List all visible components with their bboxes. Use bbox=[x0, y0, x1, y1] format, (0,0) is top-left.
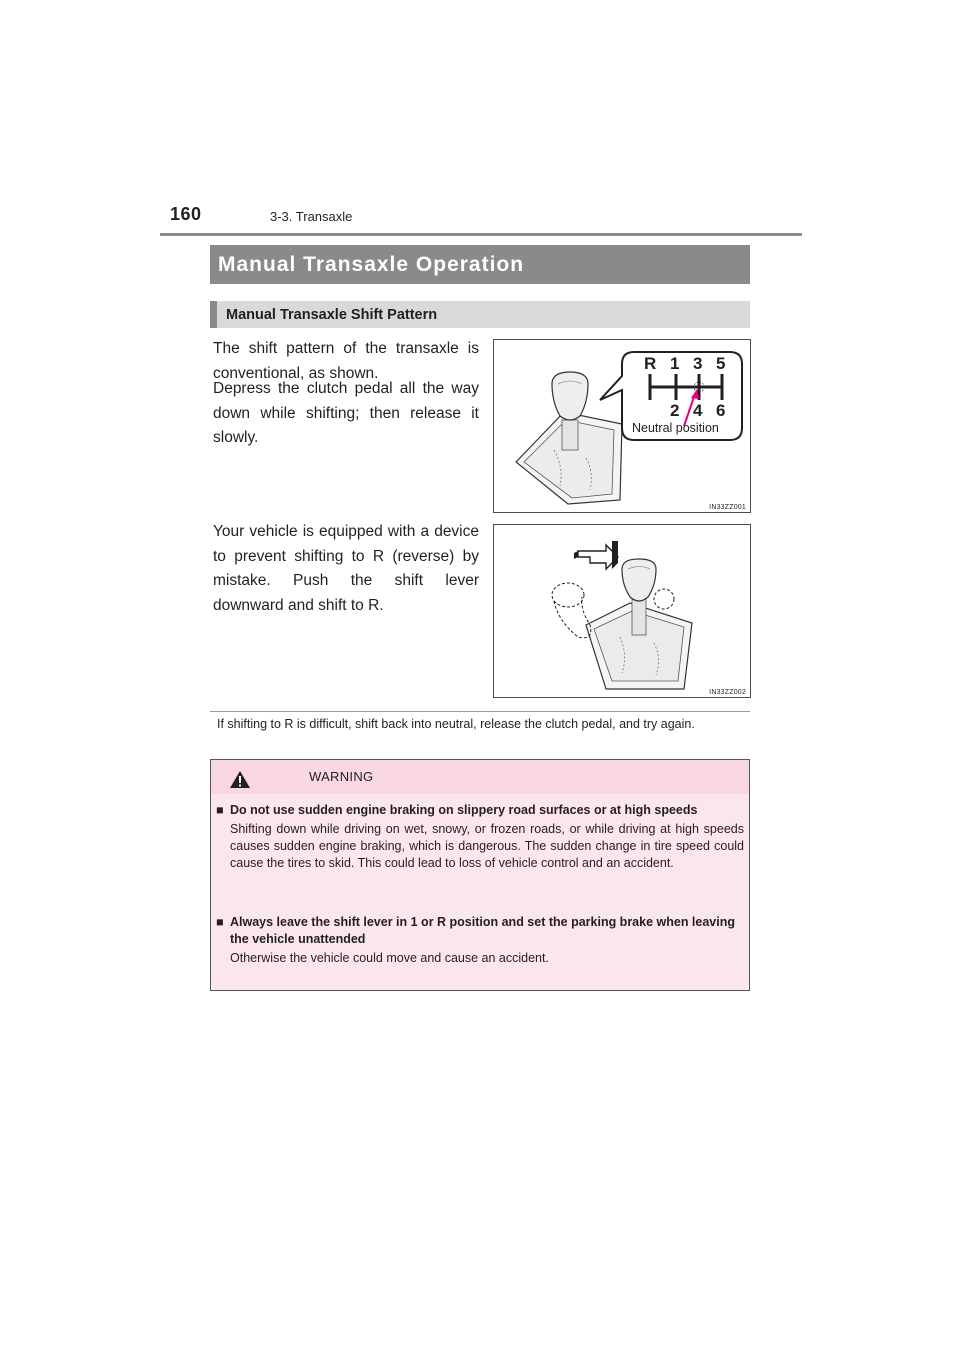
paragraph-reverse: Your vehicle is equipped with a device to prevent shifting to R (reverse) by mistake. Push the shift lever downward and shift to R. bbox=[213, 523, 479, 614]
warning-body bbox=[211, 794, 749, 990]
warning-triangle-icon bbox=[229, 770, 251, 789]
figure-code: IN33ZZ002 bbox=[709, 689, 746, 696]
warning-item-heading: Do not use sudden engine braking on slippery road surfaces or at high speeds bbox=[230, 803, 698, 817]
note-text: If shifting to R is difficult, shift back into neutral, release the clutch pedal, and try again. bbox=[217, 717, 695, 731]
neutral-position-label: Neutral position bbox=[632, 421, 719, 435]
reverse-shift-illustration bbox=[494, 525, 750, 697]
warning-item-heading: Always leave the shift lever in 1 or R position and set the parking brake when leaving the vehicle unattended bbox=[230, 915, 736, 946]
page-title: Manual Transaxle Operation bbox=[210, 245, 750, 284]
gear-label-5: 5 bbox=[716, 354, 726, 373]
shift-pattern-figure bbox=[493, 339, 751, 513]
section-reference: 3-3. Transaxle bbox=[270, 209, 353, 224]
header-divider bbox=[160, 233, 802, 236]
warning-item bbox=[216, 802, 744, 872]
page-number: 160 bbox=[170, 204, 202, 224]
figure-code: IN33ZZ001 bbox=[709, 504, 746, 511]
gear-label-6: 6 bbox=[716, 401, 726, 420]
warning-header bbox=[211, 760, 749, 794]
reverse-shift-figure bbox=[493, 524, 751, 698]
bullet-square-icon: ■ bbox=[216, 803, 224, 817]
warning-item-text: Otherwise the vehicle could move and cause an accident. bbox=[230, 951, 549, 965]
warning-box bbox=[210, 759, 750, 991]
gear-label-1: 1 bbox=[670, 354, 680, 373]
paragraph-clutch: Depress the clutch pedal all the way down while shifting; then release it slowly. bbox=[213, 380, 479, 446]
bullet-square-icon: ■ bbox=[216, 915, 224, 929]
gear-label-r: R bbox=[644, 354, 657, 373]
warning-item bbox=[216, 914, 744, 967]
gear-label-3: 3 bbox=[693, 354, 703, 373]
note-divider bbox=[210, 711, 750, 712]
warning-item-text: Shifting down while driving on wet, snowy, or frozen roads, or while driving at high speeds causes sudden engine braking, which is dangerous. The sudden change in tire speed could cause the tires to skid. This could lead to loss of vehicle control and an accident. bbox=[230, 822, 744, 870]
warning-title: WARNING bbox=[309, 769, 374, 784]
gear-label-2: 2 bbox=[670, 401, 680, 420]
subsection-title: Manual Transaxle Shift Pattern bbox=[210, 301, 750, 328]
paragraph-shift-pattern: The shift pattern of the transaxle is conventional, as shown. bbox=[213, 340, 479, 382]
gear-label-4: 4 bbox=[693, 401, 703, 420]
